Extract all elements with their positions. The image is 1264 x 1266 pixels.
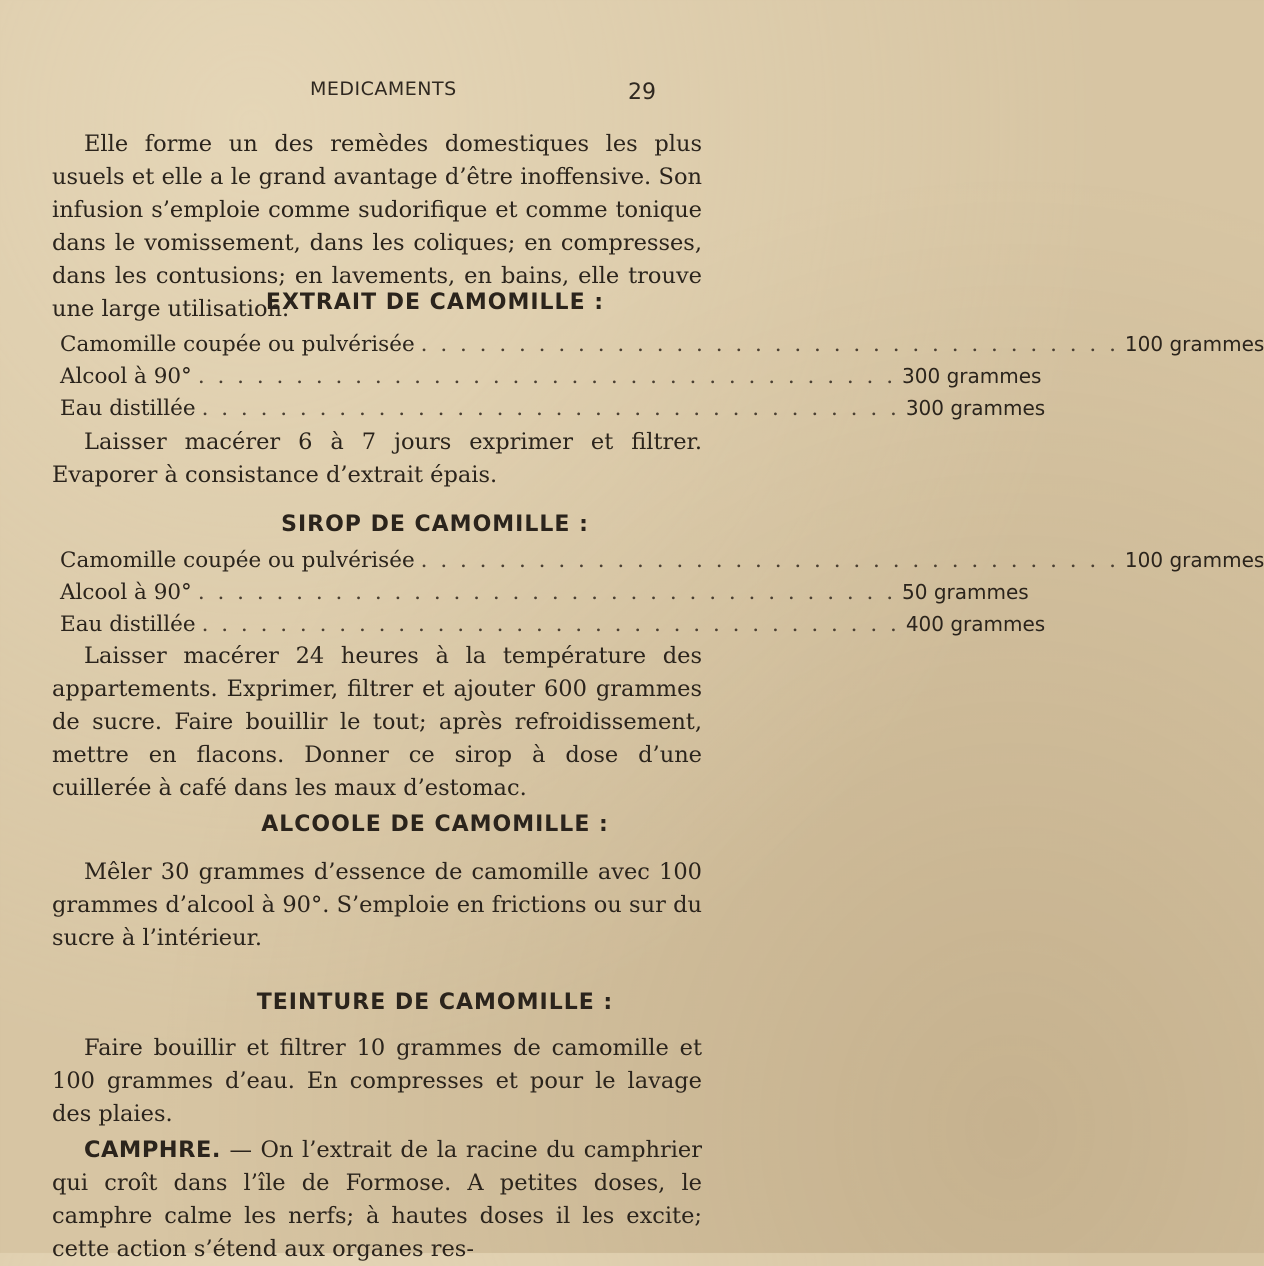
camphre-text: — On l’extrait de la racine du camphrier qui croît dans l’île de Formose. A petites doses, le camphre calme les nerfs; à hautes doses il les excite; cette action s’étend aux organes res- bbox=[52, 1137, 702, 1262]
ingredient-quantity: 300 grammes bbox=[902, 364, 1042, 388]
recipe-row bbox=[60, 332, 1264, 364]
recipe-row bbox=[60, 548, 1264, 580]
recipe-row bbox=[60, 580, 1029, 612]
teinture-instructions: Faire bouillir et filtrer 10 grammes de camomille et 100 grammes d’eau. En compresses et pour le lavage des plaies. bbox=[52, 1035, 702, 1127]
ingredient-name: Alcool à 90° bbox=[60, 580, 192, 605]
ingredient-name: Camomille coupée ou pulvérisée bbox=[60, 332, 415, 357]
running-head: MEDICAMENTS bbox=[310, 78, 457, 100]
sirop-instructions: Laisser macérer 24 heures à la température des appartements. Exprimer, filtrer et ajouter 600 grammes de sucre. Faire bouillir le tout; après refroidissement, mettre en flacons. Donner ce sirop à dose d’une cuillerée à café dans les maux d’estomac. bbox=[52, 643, 702, 801]
sirop-recipe bbox=[60, 548, 1264, 644]
extrait-recipe bbox=[60, 332, 1264, 428]
ingredient-quantity: 100 grammes bbox=[1124, 332, 1264, 356]
ingredient-quantity: 300 grammes bbox=[905, 396, 1046, 420]
leader-dots: . . . . . . . . . . . . . . . . . . . . . . . . . . . . . . . . . . . . bbox=[201, 396, 900, 421]
alcoole-instructions: Mêler 30 grammes d’essence de camomille avec 100 grammes d’alcool à 90°. S’emploie en frictions ou sur du sucre à l’intérieur. bbox=[52, 859, 702, 951]
leader-dots: . . . . . . . . . . . . . . . . . . . . . . . . . . . . . . . . . . . . bbox=[420, 548, 1119, 573]
ingredient-name: Camomille coupée ou pulvérisée bbox=[60, 548, 415, 573]
ingredient-name: Eau distillée bbox=[60, 612, 196, 637]
teinture-heading: TEINTURE DE CAMOMILLE : bbox=[256, 990, 614, 1015]
recipe-row bbox=[60, 396, 1046, 428]
leader-dots: . . . . . . . . . . . . . . . . . . . . . . . . . . . . . . . . . . . . bbox=[420, 332, 1119, 357]
extrait-instructions: Laisser macérer 6 à 7 jours exprimer et filtrer. Evaporer à consistance d’extrait épais. bbox=[52, 429, 702, 488]
intro-paragraph: Elle forme un des remèdes domestiques les plus usuels et elle a le grand avantage d’être inoffensive. Son infusion s’emploie comme sudorifique et comme tonique dans le vomissement, dans les coliques; en compresses, dans les contusions; en lavements, en bains, elle trouve une large utilisation. bbox=[52, 131, 702, 322]
sirop-heading: SIROP DE CAMOMILLE : bbox=[281, 512, 589, 537]
leader-dots: . . . . . . . . . . . . . . . . . . . . . . . . . . . . . . . . . . . . bbox=[197, 364, 897, 389]
ingredient-quantity: 100 grammes bbox=[1124, 548, 1264, 572]
alcoole-heading: ALCOOLE DE CAMOMILLE : bbox=[261, 812, 609, 837]
camphre-lead: CAMPHRE. bbox=[84, 1137, 221, 1163]
ingredient-name: Eau distillée bbox=[60, 396, 196, 421]
ingredient-quantity: 50 grammes bbox=[902, 580, 1029, 604]
camphre-paragraph bbox=[52, 1134, 702, 1266]
ingredient-name: Alcool à 90° bbox=[60, 364, 192, 389]
page-number: 29 bbox=[628, 80, 656, 105]
leader-dots: . . . . . . . . . . . . . . . . . . . . . . . . . . . . . . . . . . . . bbox=[197, 580, 897, 605]
recipe-row bbox=[60, 364, 1042, 396]
leader-dots: . . . . . . . . . . . . . . . . . . . . . . . . . . . . . . . . . . . . bbox=[201, 612, 900, 637]
extrait-heading: EXTRAIT DE CAMOMILLE : bbox=[265, 290, 605, 315]
ingredient-quantity: 400 grammes bbox=[905, 612, 1046, 636]
